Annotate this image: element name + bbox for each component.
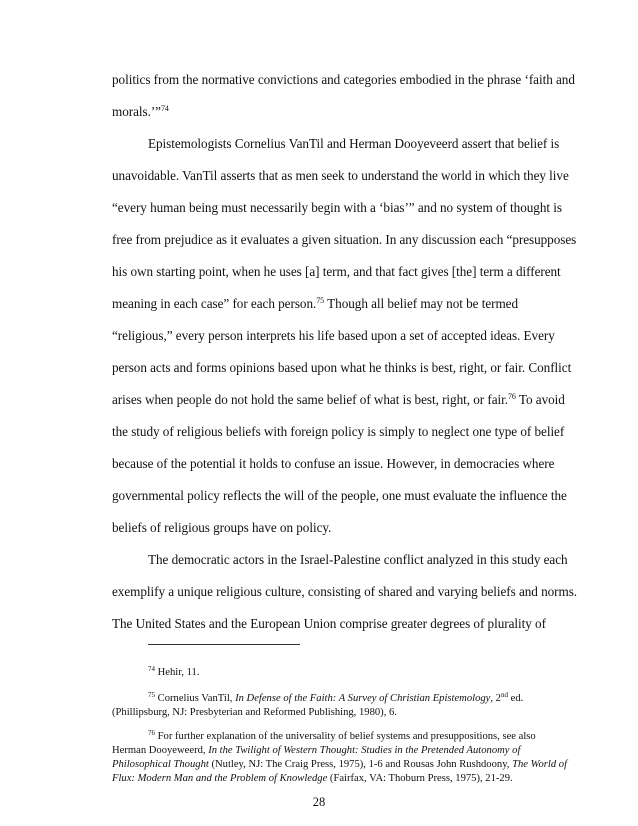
body-text-line: person acts and forms opinions based upon what he thinks is best, right, or fair. Conflict xyxy=(112,360,572,375)
body-text-line: because of the potential it holds to confuse an issue. However, in democracies where xyxy=(112,456,555,471)
body-text-line: beliefs of religious groups have on policy. xyxy=(112,520,332,535)
footnote-ref-74: 74 xyxy=(160,104,169,113)
body-text-line: arises when people do not hold the same belief of what is best, right, or fair.$^{76}$ To avoid xyxy=(112,392,565,407)
body-text-line: meaning in each case” for each person.$^{75}$ Though all belief may not be termed xyxy=(112,296,519,311)
footnote-76-line: Philosophical Thought (Nutley, NJ: The Craig Press, 1975), 1-6 and Rousas John Rushdoony, The World of xyxy=(112,759,568,770)
body-text-line: The United States and the European Union comprise greater degrees of plurality of xyxy=(112,616,546,631)
body-text-line: the study of religious beliefs with foreign policy is simply to neglect one type of belief xyxy=(112,424,565,439)
footnote-ref-75: 75 xyxy=(316,296,325,305)
page-number: 28 xyxy=(312,795,326,809)
body-text-line: exemplify a unique religious culture, consisting of shared and varying beliefs and norms. xyxy=(112,584,578,599)
body-text-line: unavoidable. VanTil asserts that as men seek to understand the world in which they live xyxy=(112,168,569,183)
footnote-75-line: (Phillipsburg, NJ: Presbyterian and Reformed Publishing, 1980), 6. xyxy=(112,707,397,718)
footnote-ref-76: 76 xyxy=(507,392,516,401)
body-text-line: governmental policy reflects the will of the people, one must evaluate the influence the xyxy=(112,488,567,503)
footnote-separator xyxy=(148,644,300,645)
body-text-line: free from prejudice as it evaluates a given situation. In any discussion each “presupposes xyxy=(112,232,577,247)
body-text-line: morals.’”$^{74}$ xyxy=(112,104,169,119)
footnote-75: $^{75}$ Cornelius VanTil, In Defense of the Faith: A Survey of Christian Epistemology, 2nd ed. xyxy=(148,691,524,704)
body-text-line: politics from the normative convictions and categories embodied in the phrase ‘faith and xyxy=(112,72,575,87)
footnote-74: $^{74}$ Hehir, 11. xyxy=(148,665,200,678)
body-text-line: “every human being must necessarily begin with a ‘bias’” and no system of thought is xyxy=(112,200,562,215)
footnote-76-line: Herman Dooyeweerd, In the Twilight of Western Thought: Studies in the Pretended Autonomy of xyxy=(112,745,521,756)
body-text-line: his own starting point, when he uses [a] term, and that fact gives [the] term a different xyxy=(112,264,561,279)
body-text-line: “religious,” every person interprets his life based upon a set of accepted ideas. Every xyxy=(112,328,555,343)
footnote-76: $^{76}$ For further explanation of the universality of belief systems and presuppositions, see also xyxy=(148,729,536,742)
paragraph-start: Epistemologists Cornelius VanTil and Herman Dooyeveerd assert that belief is xyxy=(148,136,560,151)
paragraph-start: The democratic actors in the Israel-Palestine conflict analyzed in this study each xyxy=(148,552,568,567)
footnote-76-line: Flux: Modern Man and the Problem of Knowledge (Fairfax, VA: Thoburn Press, 1975), 21-29. xyxy=(112,773,513,784)
